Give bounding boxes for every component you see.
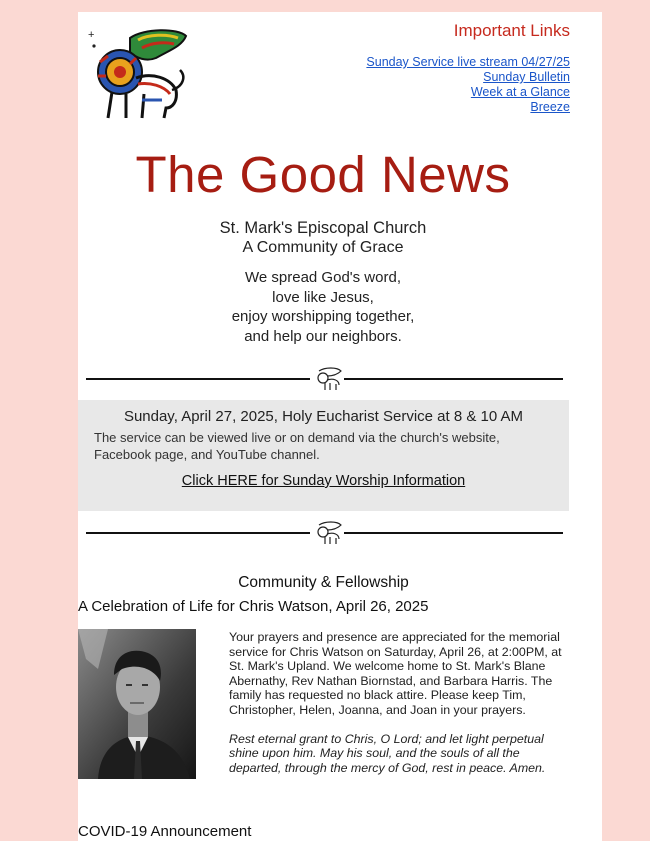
article-paragraph: Your prayers and presence are appreciated for the memorial service for Chris Watson on Saturday, April 26, at 2:00PM, at St. Mark's Upland. We welcome home to St. Mark's Blane Abernathy, Rev Nathan Biornstad, and Barbara Harris. The family has requested no black attire. Please keep Tim, Christopher, Helen, Joanna, and Joan in your prayers. <box>229 630 562 717</box>
svg-text:+: + <box>88 29 95 41</box>
article-title: A Celebration of Life for Chris Watson, April 26, 2025 <box>78 598 429 615</box>
winged-lion-logo-icon <box>86 28 188 122</box>
mission-line: enjoy worshipping together, <box>231 308 415 325</box>
section-divider <box>86 521 563 545</box>
link-week-at-a-glance[interactable]: Week at a Glance <box>470 85 570 99</box>
newsletter-title: The Good News <box>135 146 511 203</box>
lion-emblem-icon <box>313 521 343 545</box>
mission-statement <box>78 268 568 346</box>
section-divider <box>86 367 563 391</box>
article-body <box>229 630 574 789</box>
link-sunday-bulletin[interactable]: Sunday Bulletin <box>483 70 570 84</box>
mission-line: and help our neighbors. <box>244 327 402 345</box>
article-prayer: Rest eternal grant to Chris, O Lord; and let light perpetual shine upon him. May his soul, and the souls of all the departed, through the mercy of God, rest in peace. Amen. <box>229 731 546 775</box>
service-info-box <box>78 400 569 511</box>
church-header <box>78 218 568 258</box>
service-title: Sunday, April 27, 2025, Holy Eucharist Service at 8 & 10 AM <box>123 408 524 425</box>
mission-line: love like Jesus, <box>272 288 374 306</box>
link-sunday-livestream[interactable]: Sunday Service live stream 04/27/25 <box>366 55 570 69</box>
church-tagline: A Community of Grace <box>242 239 404 256</box>
divider-line <box>344 378 563 380</box>
lion-emblem-icon <box>313 367 343 391</box>
mission-line: We spread God's word, <box>245 269 401 286</box>
sunday-worship-info-link[interactable]: Click HERE for Sunday Worship Information <box>181 473 466 489</box>
church-name: St. Mark's Episcopal Church <box>219 219 427 237</box>
covid-announcement-heading: COVID-19 Announcement <box>78 823 252 840</box>
divider-line <box>86 532 310 534</box>
important-links-list <box>366 55 570 115</box>
link-breeze[interactable]: Breeze <box>530 100 570 114</box>
divider-line <box>86 378 310 380</box>
service-description: The service can be viewed live or on demand via the church's website, Facebook page, and YouTube channel. <box>94 430 500 462</box>
newsletter-page <box>78 12 602 841</box>
section-heading: Community & Fellowship <box>238 574 409 591</box>
divider-line <box>344 532 563 534</box>
portrait-photo <box>78 629 196 779</box>
important-links-title: Important Links <box>453 21 570 40</box>
